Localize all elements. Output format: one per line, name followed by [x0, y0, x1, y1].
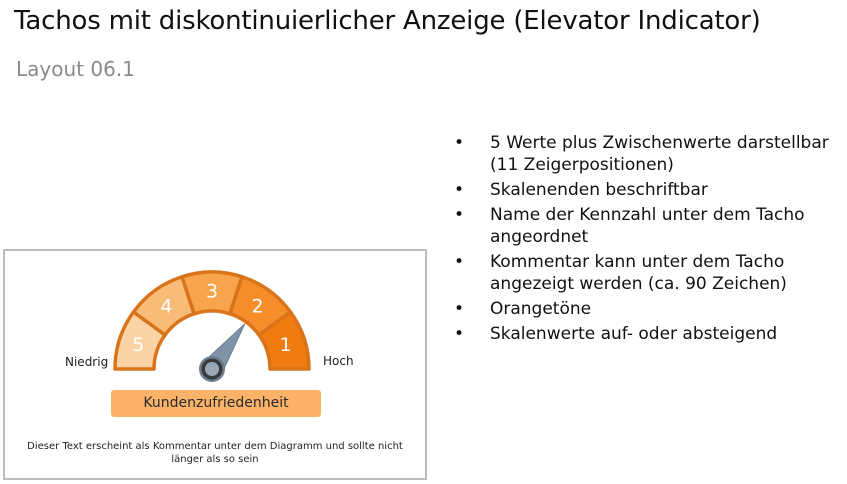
needle-hub-cap: [205, 362, 219, 376]
scale-high-label: Hoch: [323, 354, 354, 368]
feature-text: Name der Kennzahl unter dem Tacho angeordnet: [490, 205, 805, 247]
gauge-segment-label: 5: [132, 334, 145, 357]
bullet-icon: •: [454, 252, 465, 272]
feature-list: [452, 132, 844, 348]
feature-item: [452, 323, 844, 345]
feature-text: Skalenenden beschriftbar: [490, 180, 708, 200]
feature-item: [452, 298, 844, 320]
gauge-segment-label: 1: [279, 334, 292, 357]
feature-item: [452, 251, 844, 295]
gauge-segment-label: 3: [205, 280, 219, 303]
gauge-card: [3, 249, 427, 480]
scale-low-label: Niedrig: [65, 355, 109, 369]
bullet-icon: •: [454, 324, 465, 344]
bullet-icon: •: [454, 180, 465, 200]
bullet-icon: •: [454, 133, 465, 153]
feature-item: [452, 179, 844, 201]
bullet-icon: •: [454, 205, 465, 225]
page-title: Tachos mit diskontinuierlicher Anzeige (Elevator Indicator): [14, 6, 761, 36]
feature-text: Skalenwerte auf- oder absteigend: [490, 324, 778, 344]
feature-text: Kommentar kann unter dem Tacho angezeigt werden (ca. 90 Zeichen): [490, 252, 787, 294]
page-subtitle: Layout 06.1: [16, 57, 135, 81]
kpi-name-badge: Kundenzufriedenheit: [111, 390, 321, 417]
gauge-comment: Dieser Text erscheint als Kommentar unter dem Diagramm und sollte nicht länger als so sein: [27, 441, 403, 465]
bullet-icon: •: [454, 299, 465, 319]
feature-item: [452, 204, 844, 248]
feature-text: Orangetöne: [490, 299, 592, 319]
gauge-segment-label: 4: [160, 295, 173, 318]
feature-item: [452, 132, 844, 176]
feature-text: 5 Werte plus Zwischenwerte darstellbar (11 Zeigerpositionen): [490, 133, 829, 175]
gauge-segment-label: 2: [251, 295, 264, 318]
